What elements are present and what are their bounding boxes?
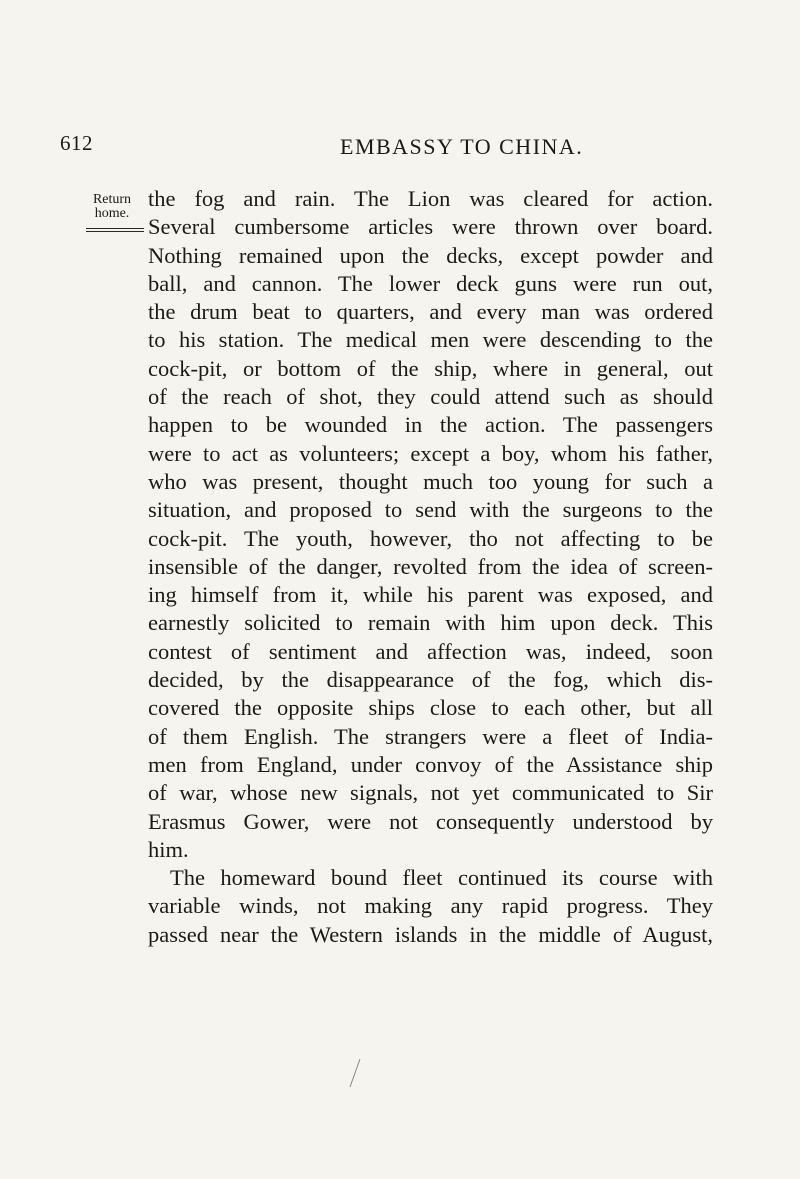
text-line: of them English. The strangers were a fleet of India- (148, 723, 713, 749)
text-line: passed near the Western islands in the middle of August, (148, 921, 713, 947)
text-line: insensible of the danger, revolted from the idea of screen- (148, 553, 713, 579)
text-line: Several cumbersome articles were thrown over board. (148, 214, 713, 240)
text-line: cock-pit. The youth, however, tho not affecting to be (148, 525, 713, 551)
text-line: cock-pit, or bottom of the ship, where in general, out (148, 355, 713, 381)
text-line: the fog and rain. The Lion was cleared for action. (148, 186, 713, 211)
text-line: covered the opposite ships close to each other, but all (148, 695, 713, 721)
page-number: 612 (60, 131, 93, 155)
text-line: Nothing remained upon the decks, except powder and (148, 242, 713, 268)
text-line: ball, and cannon. The lower deck guns were run out, (148, 270, 713, 296)
text-line: the drum beat to quarters, and every man was ordered (148, 299, 713, 325)
margin-rule (86, 228, 144, 234)
text-line: him. (148, 836, 189, 862)
paragraph (148, 185, 713, 864)
margin-note-line: Return (92, 192, 132, 207)
paragraph (148, 864, 713, 949)
text-line: of the reach of shot, they could attend such as should (148, 384, 713, 410)
text-line: contest of sentiment and affection was, indeed, soon (148, 638, 713, 664)
text-line: men from England, under convoy of the Assistance ship (148, 751, 713, 777)
text-line: who was present, thought much too young for such a (148, 468, 713, 494)
text-line: Erasmus Gower, were not consequently understood by (148, 808, 713, 834)
body-text (148, 185, 713, 949)
margin-note (86, 193, 138, 221)
text-line: decided, by the disappearance of the fog, which dis- (148, 667, 713, 693)
stray-pencil-mark (348, 1058, 362, 1088)
running-head: EMBASSY TO CHINA. (340, 134, 584, 159)
text-line: variable winds, not making any rapid progress. They (148, 893, 713, 919)
text-line: situation, and proposed to send with the surgeons to the (148, 497, 713, 523)
margin-note-line: home. (94, 206, 130, 221)
text-line: ing himself from it, while his parent was exposed, and (148, 582, 713, 608)
text-line: happen to be wounded in the action. The passengers (148, 412, 713, 438)
text-line: to his station. The medical men were descending to the (148, 327, 713, 353)
text-line: earnestly solicited to remain with him upon deck. This (148, 610, 713, 636)
text-line: The homeward bound fleet continued its course with (170, 865, 713, 891)
text-line: were to act as volunteers; except a boy, whom his father, (148, 440, 713, 466)
text-line: of war, whose new signals, not yet communicated to Sir (148, 780, 713, 806)
